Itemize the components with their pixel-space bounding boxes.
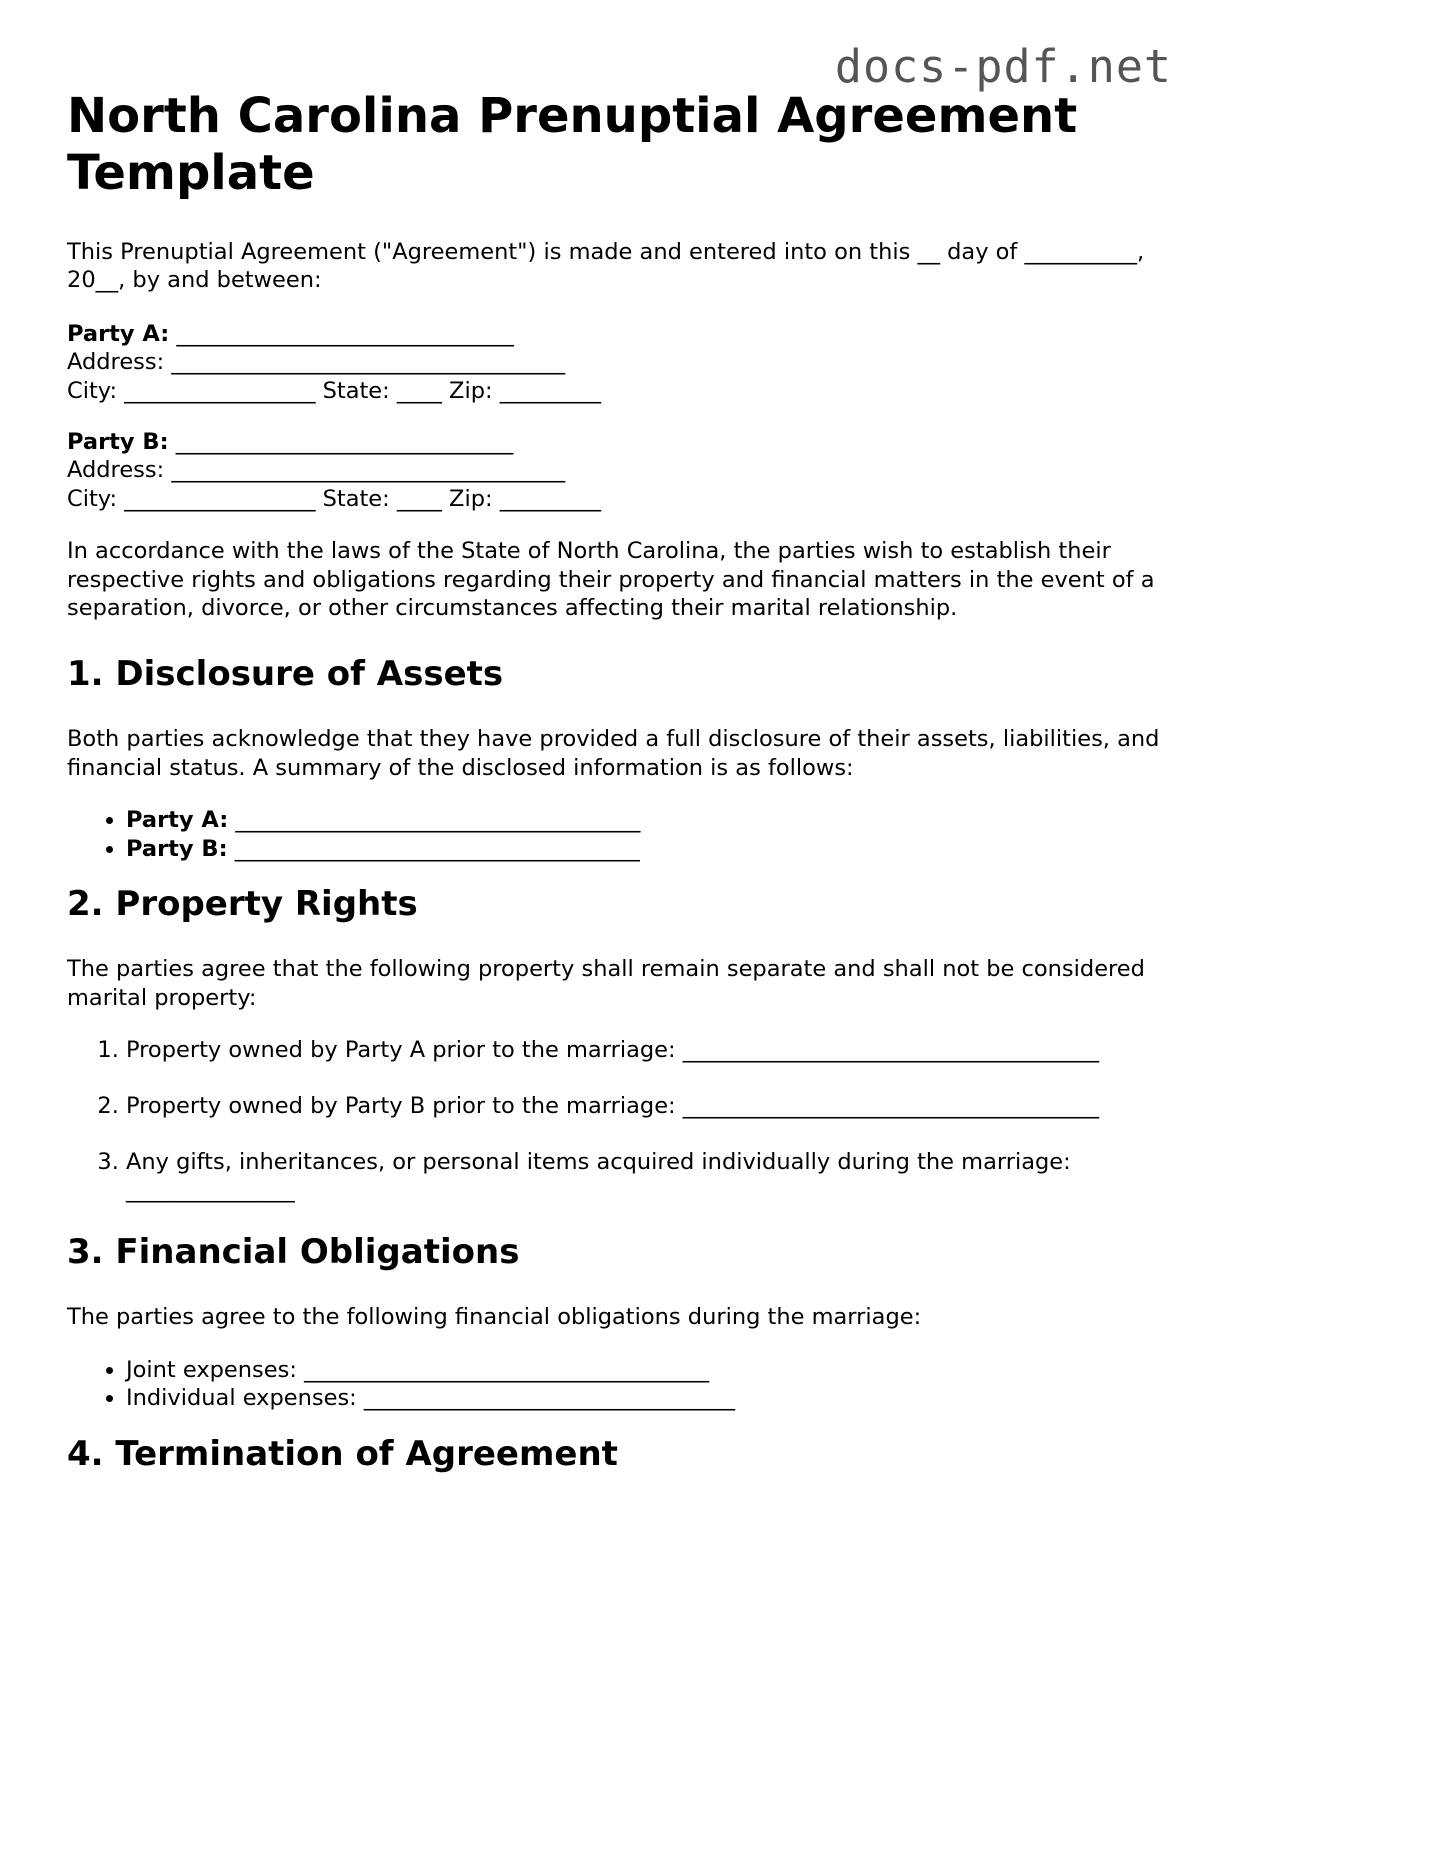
section-3-text: The parties agree to the following financial obligations during the marriage: [67, 1304, 922, 1331]
party-b-block [67, 428, 1167, 513]
list-item: • Individual expenses: _________________________________ [126, 1384, 1167, 1412]
party-b-city-line: City: _________________ State: ____ Zip: _________ [67, 485, 601, 512]
party-b-address-line: Address: ___________________________________ [67, 457, 566, 484]
accordance-paragraph: In accordance with the laws of the State of North Carolina, the parties wish to establish their respective rights and obligations regarding their property and financial matters in the event of a separation, divorce, or other circumstances affecting their marital relationship. [67, 538, 1155, 622]
section-1-text: Both parties acknowledge that they have provided a full disclosure of their assets, liabilities, and financial status. A summary of the disclosed information is as follows: [67, 726, 1160, 781]
list-item: 1. Property owned by Party A prior to the marriage: _____________________________________ [126, 1036, 1167, 1064]
section-3-list [67, 1356, 1167, 1413]
party-a-address-line: Address: ___________________________________ [67, 349, 566, 376]
party-b-name-blank: ______________________________ [168, 429, 514, 456]
list-item: 2. Property owned by Party B prior to the marriage: _____________________________________ [126, 1092, 1167, 1120]
page-title: North Carolina Prenuptial Agreement Template [67, 88, 1078, 201]
party-a-city-line: City: _________________ State: ____ Zip: _________ [67, 377, 601, 404]
section-4-heading: 4. Termination of Agreement [67, 1433, 618, 1474]
document-page [67, 88, 1167, 1474]
section-2-text: The parties agree that the following property shall remain separate and shall not be considered marital property: [67, 956, 1145, 1011]
party-a-label: Party A: [67, 320, 170, 347]
list-item [126, 806, 1167, 834]
section-1-list [67, 806, 1167, 863]
party-a-block [67, 320, 1167, 405]
watermark: docs-pdf.net [834, 40, 1172, 93]
party-b-name-line [67, 428, 1167, 456]
party-a-name-blank: ______________________________ [169, 320, 514, 347]
section-3-heading: 3. Financial Obligations [67, 1232, 520, 1273]
section-1-heading: 1. Disclosure of Assets [67, 654, 504, 695]
section-2-list [67, 1036, 1167, 1205]
list-item [126, 835, 1167, 863]
party-a-name-line [67, 320, 1167, 348]
section-2-heading: 2. Property Rights [67, 884, 418, 925]
party-b-label: Party B: [67, 429, 169, 456]
disclosure-party-a-label: Party A: [126, 807, 229, 834]
disclosure-party-a-blank: ____________________________________ [228, 807, 641, 834]
list-item: 3. Any gifts, inheritances, or personal items acquired individually during the marriage: _______________ [126, 1148, 1167, 1205]
intro-paragraph: This Prenuptial Agreement ("Agreement") is made and entered into on this __ day of __________, 20__, by and between: [67, 239, 1145, 294]
disclosure-party-b-label: Party B: [126, 835, 228, 862]
disclosure-party-b-blank: ____________________________________ [227, 835, 640, 862]
list-item: • Joint expenses: ____________________________________ [126, 1356, 1167, 1384]
